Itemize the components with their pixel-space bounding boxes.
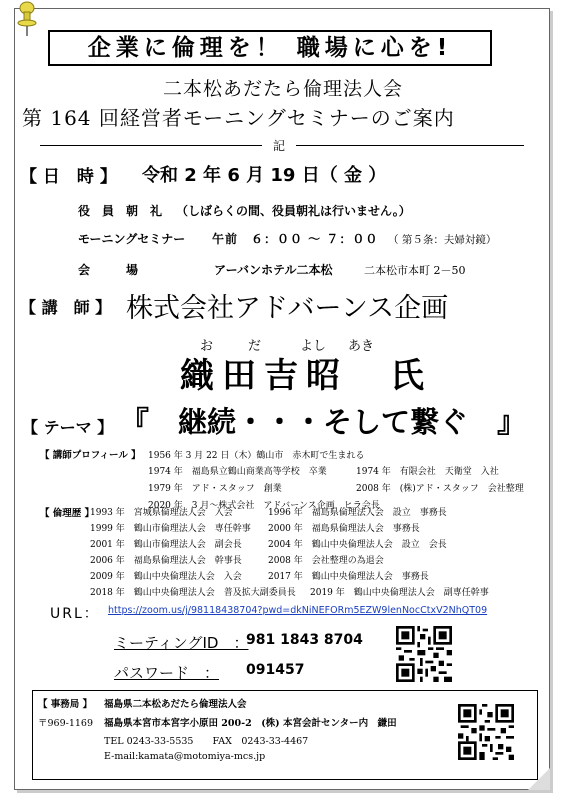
meeting-id-value: 981 1843 8704 bbox=[246, 632, 363, 648]
ruby-yoshi: よし bbox=[300, 339, 327, 354]
profile-line: 2008 年 (株)アド・スタッフ 会社整理 bbox=[356, 484, 524, 494]
venue-address: 二本松市本町 2－50 bbox=[364, 264, 466, 277]
history-line: 1993 年 宮城県倫理法人会 入会 bbox=[90, 508, 233, 518]
theme-title: 『 継続・・・そして繋ぐ 』 bbox=[120, 405, 527, 439]
history-line: 2017 年 鶴山中央倫理法人会 事務長 bbox=[268, 572, 429, 582]
office-postal: 〒969-1169 bbox=[38, 718, 94, 729]
history-line: 2008 年 会社整理の為退会 bbox=[268, 556, 384, 566]
morning-seminar-label: モーニングセミナー bbox=[78, 232, 186, 246]
password-value: 091457 bbox=[246, 662, 305, 678]
organization-name: 二本松あだたら倫理法人会 bbox=[162, 78, 403, 100]
venue-label: 会 場 bbox=[78, 263, 139, 277]
ruby-aki: あき bbox=[348, 339, 375, 354]
office-name: 福島県二本松あだたら倫理法人会 bbox=[104, 699, 247, 710]
history-line: 1996 年 福島県倫理法人会 設立 事務長 bbox=[268, 508, 447, 518]
history-line: 2004 年 鶴山中央倫理法人会 設立 会長 bbox=[268, 540, 447, 550]
password-label: パスワード ： bbox=[114, 664, 220, 682]
office-address: 福島県本宮市本宮字小原田 200-2 (株) 本宮会計センター内 鎌田 bbox=[104, 718, 397, 729]
divider-left bbox=[40, 145, 262, 146]
profile-line: 1956 年 3 月 22 日（木）鶴山市 赤木町で生まれる bbox=[148, 451, 365, 461]
profile-label: 【 講師プロフィール 】 bbox=[40, 450, 141, 461]
history-line: 2009 年 鶴山中央倫理法人会 入会 bbox=[90, 572, 242, 582]
lecturer-label: 【 講 師 】 bbox=[20, 298, 112, 317]
url-label: URL： bbox=[50, 606, 100, 622]
morning-seminar-note: （ 第５条：夫婦対鏡） bbox=[388, 234, 497, 246]
office-label: 【 事務局 】 bbox=[38, 699, 93, 710]
seminar-title: 第 164 回経営者モーニングセミナーのご案内 bbox=[22, 106, 455, 130]
office-qr-code-icon[interactable] bbox=[458, 704, 514, 760]
profile-line: 1974 年 福島県立鶴山商業高等学校 卒業 bbox=[148, 467, 327, 477]
slogan-banner: 企業に倫理を！ 職場に心を! bbox=[48, 30, 492, 66]
ruby-o: お bbox=[200, 339, 214, 354]
zoom-link[interactable]: https://zoom.us/j/98118438704?pwd=dkNiNEFORm5EZW9lenNocCtxV2NhQT09 bbox=[108, 605, 488, 616]
history-line: 2006 年 福島県倫理法人会 幹事長 bbox=[90, 556, 242, 566]
history-label: 【 倫理歴 】 bbox=[40, 508, 95, 519]
datetime-value: 令和 2 年 6 月 19 日（ 金 ） bbox=[142, 165, 387, 186]
venue-name: アーバンホテル二本松 bbox=[214, 263, 333, 277]
meeting-id-label: ミーティングID ： bbox=[114, 634, 249, 652]
datetime-label: 【 日 時 】 bbox=[20, 167, 117, 187]
theme-label: 【 テーマ 】 bbox=[22, 418, 114, 437]
ki-mark: 記 bbox=[273, 139, 286, 153]
office-email[interactable]: E-mail:kamata@motomiya-mcs.jp bbox=[104, 751, 266, 762]
history-line: 2019 年 鶴山中央倫理法人会 副専任幹事 bbox=[310, 588, 489, 598]
pushpin-icon bbox=[12, 0, 42, 38]
history-line: 2001 年 鶴山市倫理法人会 副会長 bbox=[90, 540, 242, 550]
history-line: 2018 年 鶴山中央倫理法人会 普及拡大副委員長 bbox=[90, 588, 296, 598]
history-line: 1999 年 鶴山市倫理法人会 専任幹事 bbox=[90, 524, 251, 534]
profile-line: 1979 年 アド・スタッフ 創業 bbox=[148, 484, 282, 494]
morning-seminar-time: 午前 ６：００ ～ ７：００ bbox=[212, 232, 379, 246]
lecturer-company: 株式会社アドバーンス企画 bbox=[126, 293, 449, 324]
office-tel-fax: TEL 0243-33-5535 FAX 0243-33-4467 bbox=[104, 736, 309, 747]
officer-meeting-label: 役 員 朝 礼 bbox=[78, 204, 163, 218]
zoom-qr-code-icon[interactable] bbox=[396, 626, 452, 682]
speaker-name: 織田吉昭 氏 bbox=[180, 356, 432, 396]
officer-meeting-value: （しばらくの間、役員朝礼は行いません。） bbox=[176, 204, 411, 218]
divider-right bbox=[296, 145, 524, 146]
history-line: 2000 年 福島県倫理法人会 事務長 bbox=[268, 524, 420, 534]
profile-line: 2020 年 3 月～株式会社 アドバーンス企画 ヒラ会長 bbox=[148, 501, 380, 511]
ruby-da: だ bbox=[248, 339, 262, 354]
profile-line: 1974 年 有限会社 天衛堂 入社 bbox=[356, 467, 499, 477]
